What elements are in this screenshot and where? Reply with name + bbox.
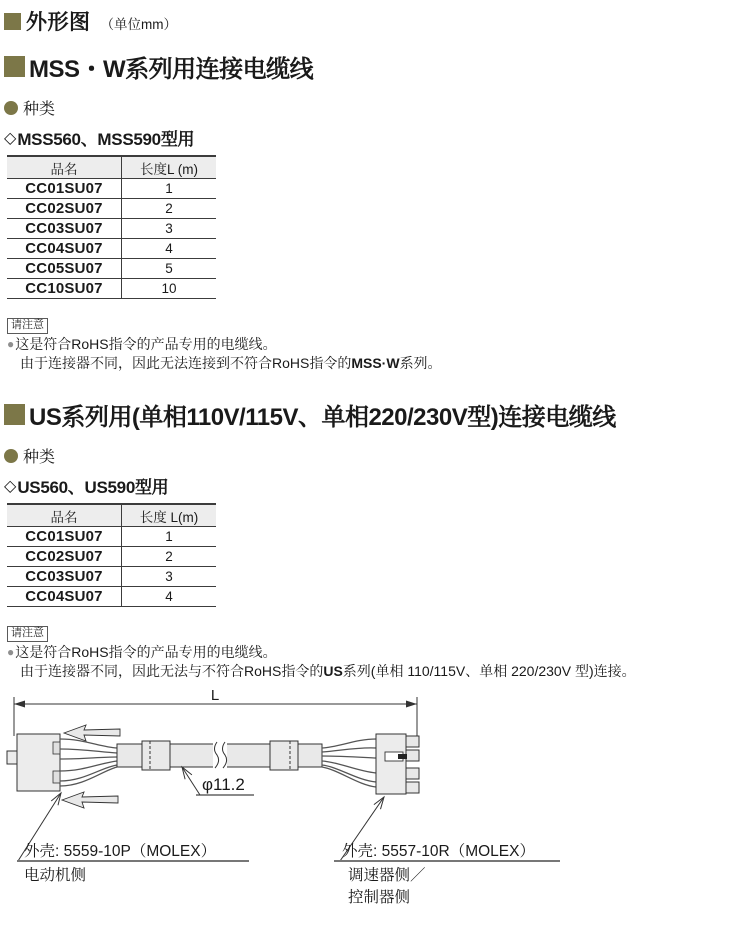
pin [406, 782, 419, 793]
table-row [7, 547, 216, 567]
table-row [7, 279, 216, 299]
product-name-cell: CC04SU07 [7, 587, 122, 607]
cable-outline-svg [4, 689, 746, 924]
page-title: 外形图 [26, 11, 91, 34]
product-name-cell: CC01SU07 [7, 527, 122, 547]
us-table-body [7, 527, 216, 607]
length-cell: 4 [122, 587, 217, 607]
pin [406, 736, 419, 747]
dim-arrow-right [406, 701, 417, 708]
us-section-heading: US系列用(单相110V/115V、单相220/230V型)连接电缆线 [29, 404, 616, 431]
housing-notch [53, 742, 60, 754]
left-connector-label: 外壳: 5559-10P（MOLEX） [24, 843, 217, 860]
product-name-cell: CC02SU07 [7, 199, 122, 219]
left-connector-callout [17, 793, 249, 884]
product-name-cell: CC02SU07 [7, 547, 122, 567]
mss-table-head [7, 156, 216, 179]
housing-notch [53, 771, 60, 783]
product-name-cell: CC05SU07 [7, 259, 122, 279]
mss-kind-row [4, 96, 742, 119]
header-row [7, 156, 216, 179]
olive-circle-icon [4, 449, 18, 463]
pin [406, 750, 419, 761]
table-row [7, 259, 216, 279]
table-row [7, 199, 216, 219]
note-text-2-post: 系列。 [399, 355, 442, 371]
length-cell: 3 [122, 219, 217, 239]
cable-body [117, 741, 322, 770]
diameter-callout [182, 767, 254, 795]
note-text-2-bold: MSS·W [351, 355, 400, 371]
product-name-cell: CC03SU07 [7, 219, 122, 239]
length-cell: 2 [122, 547, 217, 567]
left-wires [60, 739, 117, 786]
cable-drawing [4, 689, 742, 929]
diamond-icon: ◇ [4, 129, 17, 147]
table-row [7, 587, 216, 607]
mss-kind-label: 种类 [23, 101, 56, 118]
left-side-label: 电动机侧 [24, 867, 87, 884]
mss-model-row [4, 125, 742, 150]
note-line-1 [7, 643, 742, 662]
us-table-head [7, 504, 216, 527]
product-name-cell: CC10SU07 [7, 279, 122, 299]
length-cell: 10 [122, 279, 217, 299]
sleeve-marker-right [270, 741, 298, 770]
us-kind-row [4, 444, 742, 467]
olive-square-icon [4, 404, 25, 425]
unit-label: （单位mm） [100, 16, 177, 32]
us-section-heading-row [4, 397, 742, 432]
note-text-2-bold: US [323, 663, 343, 679]
mss-model-label: MSS560、MSS590型用 [17, 130, 195, 149]
length-cell: 1 [122, 179, 217, 199]
us-model-label: US560、US590型用 [17, 478, 169, 497]
sleeve-marker-left [142, 741, 170, 770]
crimp-wing-bottom [62, 792, 118, 808]
product-name-cell: CC01SU07 [7, 179, 122, 199]
note-text-1: 这是符合RoHS指令的产品专用的电缆线。 [15, 644, 277, 660]
note-text-1: 这是符合RoHS指令的产品专用的电缆线。 [15, 336, 277, 352]
dimension-label: L [210, 689, 220, 704]
right-wires [322, 739, 376, 787]
keyway-mark [398, 754, 407, 759]
table-row [7, 179, 216, 199]
crimp-wing-top [64, 725, 120, 741]
note-box-label: 请注意 [7, 626, 48, 642]
leader-arrow [51, 793, 61, 805]
right-side-label-2: 控制器侧 [348, 889, 411, 906]
mss-section-heading: MSS・W系列用连接电缆线 [29, 56, 314, 83]
right-connector [376, 734, 419, 794]
note-box-label: 请注意 [7, 318, 48, 334]
table-row [7, 239, 216, 259]
product-name-cell: CC04SU07 [7, 239, 122, 259]
table-row [7, 567, 216, 587]
mss-note [7, 315, 742, 373]
page-title-row [4, 6, 742, 36]
us-model-row [4, 473, 742, 498]
note-text-2-post: 系列(单相 110/115V、单相 220/230V 型)连接。 [342, 663, 636, 679]
column-header-length: 长度L (m) [122, 156, 217, 179]
mss-cable-table [7, 155, 216, 299]
left-connector [7, 725, 120, 808]
length-cell: 1 [122, 527, 217, 547]
note-text-2-pre: 由于连接器不同，因此无法连接到不符合RoHS指令的 [20, 355, 352, 371]
right-connector-label: 外壳: 5557-10R（MOLEX） [342, 843, 535, 860]
header-row [7, 504, 216, 527]
length-cell: 3 [122, 567, 217, 587]
note-line-1 [7, 335, 742, 354]
us-note [7, 623, 742, 681]
leader-line [182, 767, 200, 795]
length-cell: 4 [122, 239, 217, 259]
right-connector-callout [334, 797, 560, 906]
olive-square-icon [4, 13, 21, 30]
us-kind-label: 种类 [23, 449, 56, 466]
mss-table-body [7, 179, 216, 299]
column-header-product: 品名 [7, 504, 122, 527]
column-header-length: 长度 L(m) [122, 504, 217, 527]
latch-tab [7, 751, 17, 764]
length-cell: 5 [122, 259, 217, 279]
right-side-label-1: 调速器侧／ [348, 867, 426, 884]
gray-bullet-icon: ● [7, 337, 15, 351]
column-header-product: 品名 [7, 156, 122, 179]
note-text-2-pre: 由于连接器不同，因此无法与不符合RoHS指令的 [20, 663, 324, 679]
us-cable-table [7, 503, 216, 607]
product-name-cell: CC03SU07 [7, 567, 122, 587]
diameter-label: φ11.2 [202, 775, 245, 794]
mss-section-heading-row [4, 49, 742, 84]
olive-circle-icon [4, 101, 18, 115]
table-row [7, 219, 216, 239]
dim-arrow-left [14, 701, 25, 708]
right-housing [376, 734, 406, 794]
length-cell: 2 [122, 199, 217, 219]
note-line-2 [7, 354, 742, 373]
note-line-2 [7, 662, 742, 681]
olive-square-icon [4, 56, 25, 77]
table-row [7, 527, 216, 547]
gray-bullet-icon: ● [7, 645, 15, 659]
pin [406, 768, 419, 779]
diamond-icon: ◇ [4, 477, 17, 495]
